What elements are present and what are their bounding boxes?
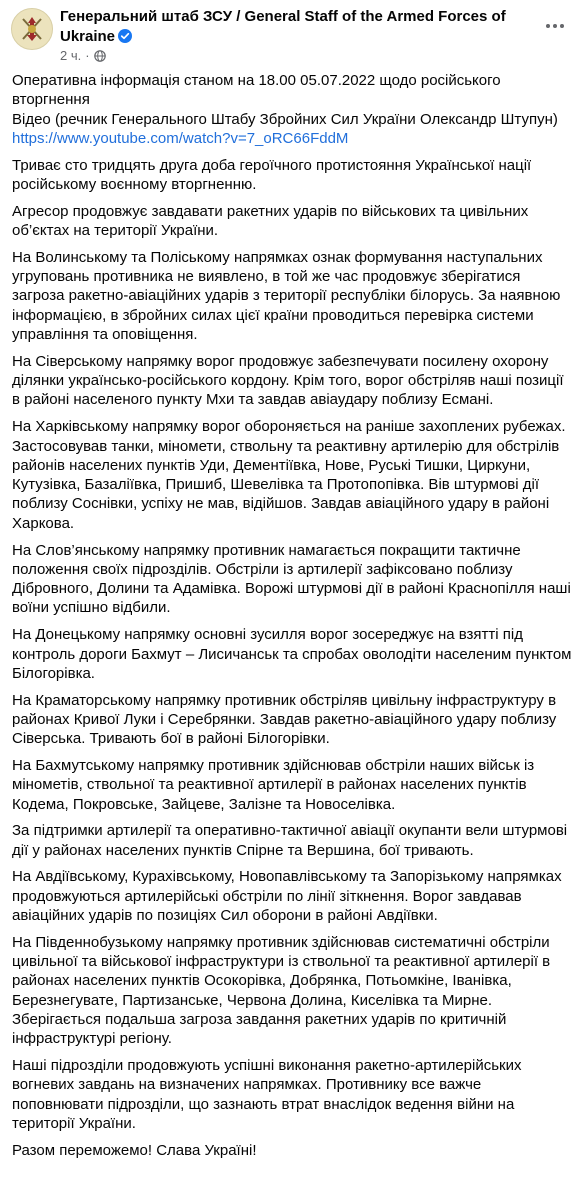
post-paragraph: На Волинському та Поліському напрямках ознак формування наступальних угруповань противника не виявлено, в той же час продовжує зберігатися загроза ракетно-авіаційних ударів з території республіки білорусь. За наявною інформацією, в збройних силах цієї країни проводиться перевірка системи управління та оповіщення.	[12, 248, 561, 344]
post-paragraph: На Бахмутському напрямку противник здійснював обстріли наших військ із мінометів, ствольної та реактивної артилерії в районах населених пунктів Кодема, Покровське, Зайцеве, Залізне та Новоселівка.	[12, 757, 535, 813]
post-headline: Оперативна інформація станом на 18.00 05.07.2022 щодо російського вторгнення	[12, 72, 501, 109]
post-timestamp[interactable]: 2 ч.	[60, 48, 82, 63]
post-header	[0, 0, 581, 70]
post-meta	[60, 48, 106, 64]
post-paragraph: Триває сто тридцять друга доба героїчного протистояння Української нації російському воєнному вторгненню.	[12, 156, 532, 193]
post-paragraph: На Південнобузькому напрямку противник здійснював систематичні обстріли цивільної та військової інфраструктури із ствольної та реактивної артилерії в районах населених пунктів Осокорівка, Добрянка, Потьомкіне, Іванівка, Березнегувате, Партизанське, Червона Долина, Киселівка та Мирне. Зберігається подальша загроза завдання ракетних ударів по критичній інфраструктурі регіону.	[12, 933, 551, 1048]
page-name[interactable]	[60, 7, 515, 47]
page-avatar[interactable]	[11, 8, 53, 50]
post-paragraph: Агресор продовжує завдавати ракетних ударів по військових та цивільних об’єктах на території України.	[12, 202, 529, 240]
verified-badge-icon	[118, 29, 132, 43]
more-dots-icon	[545, 23, 565, 29]
post-paragraph: На Слов’янському напрямку противник намагається покращити тактичне положення своїх підрозділів. Обстріли із артилерії зафіксовано поблизу Дібровного, Долини та Адамівка. Ворожі штурмові дії в районі Краснопілля наші воїни успішно відбили.	[12, 541, 571, 617]
post-paragraph: На Харківському напрямку ворог обороняється на раніше захоплених рубежах. Застосовував танки, міномети, ствольну та реактивну артилерію для обстрілів районів населених пунктів Уди, Дементіївка, Нове, Руські Тишки, Циркуни, Кутузівка, Базаліївка, Пришиб, Шевелівка та Протопопівка. Вів штурмові дії поблизу Соснівки, успіху не мав, відійшов. Завдав авіаційного удару в районі Харкова.	[12, 418, 566, 532]
page-name-text[interactable]: Генеральний штаб ЗСУ / General Staff of the Armed Forces of Ukraine	[60, 8, 506, 45]
post-paragraph: Наші підрозділи продовжують успішні виконання ракетно-артилерійських вогневих завдань на визначених напрямках. Противнику все важче поповнювати підрозділи, що зазнають втрат внаслідок ведення війни на території України.	[12, 1057, 522, 1133]
post-body	[12, 71, 572, 1168]
post-paragraph: На Сіверському напрямку ворог продовжує забезпечувати посилену охорону ділянки українсько-російського кордону. Крім того, ворог обстріляв наші позиції в районі населеного пункту Мхи та завдав авіаудару поблизу Есмані.	[12, 352, 564, 409]
post-paragraph: На Краматорському напрямку противник обстріляв цивільну інфраструктуру в районах Кривої Луки і Серебрянки. Завдав ракетно-авіаційного удару поблизу Сіверська. Тривають бої в районі Білогорівки.	[12, 691, 557, 748]
post-intro	[12, 71, 572, 148]
meta-separator: ·	[85, 48, 90, 63]
post-paragraph: На Донецькому напрямку основні зусилля ворог зосереджує на взятті під контроль дороги Бахмут – Лисичанськ та спробах оволодіти населеним пунктом Білогорівка.	[12, 626, 572, 682]
post-closing: Разом переможемо! Слава Україні!	[12, 1141, 257, 1159]
general-staff-emblem-icon	[12, 9, 52, 49]
post-paragraph: За підтримки артилерії та оперативно-тактичної авіації окупанти вели штурмові дії у районах населених пунктів Спірне та Вершина, бої тривають.	[12, 822, 568, 859]
globe-icon[interactable]	[94, 50, 106, 62]
post-video-caption: Відео (речник Генерального Штабу Збройних Сил України Олександр Штупун)	[12, 110, 558, 128]
youtube-link[interactable]: https://www.youtube.com/watch?v=7_oRC66FddM	[12, 129, 349, 147]
post-paragraph: На Авдіївському, Курахівському, Новопавлівському та Запорізькому напрямках продовжуються артилерійські обстріли по лінії зіткнення. Ворог завдавав авіаційних ударів по позиціях Сил оборони в районі Авдіївки.	[12, 868, 562, 925]
more-options-icon[interactable]	[543, 14, 567, 38]
